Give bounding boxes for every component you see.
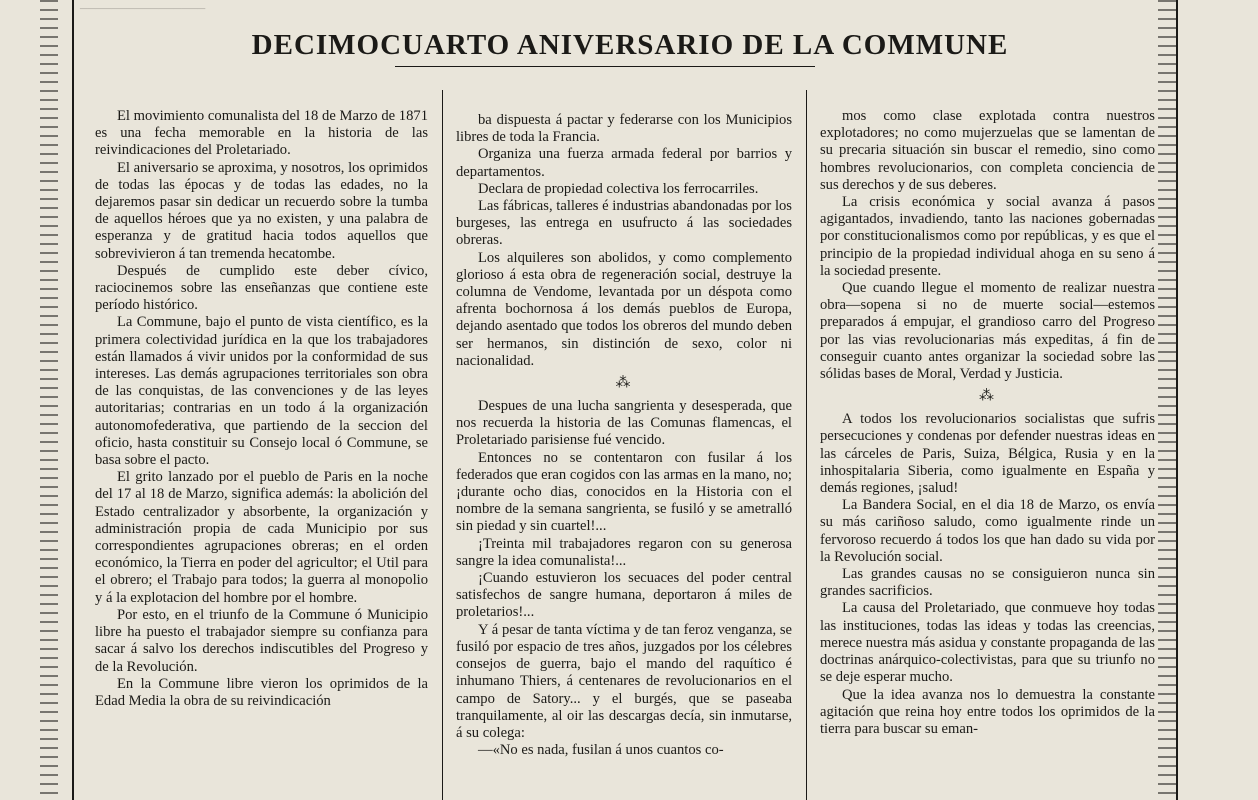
left-frame-rule bbox=[72, 0, 74, 800]
paragraph: La crisis económica y social avanza á pasos agigantados, invadiendo, tanto las naciones gobernadas por constitucionalismos como por repúblicas, y es que el principio de la propiedad individual ahoga en su seno á la sociedad presente. bbox=[820, 194, 1155, 279]
paragraph: ¡Treinta mil trabajadores regaron con su generosa sangre la idea comunalista!... bbox=[456, 535, 792, 569]
paragraph: El movimiento comunalista del 18 de Marzo de 1871 es una fecha memorable en la historia de las reivindicaciones del Proletariado. bbox=[95, 108, 428, 159]
paragraph: Después de cumplido este deber cívico, raciocinemos sobre las enseñanzas que contiene este período histórico. bbox=[95, 262, 428, 314]
paragraph: Los alquileres son abolidos, y como complemento glorioso á esta obra de regeneración social, destruye la columna de Vendome, levantada por un déspota como afrenta bochornosa á los demás pueblos de Europa, dejando asentado que todos los obreros del mundo deben ser hermanos, sin distinción de sexo, color ni nacionalidad. bbox=[456, 249, 792, 369]
paragraph: La causa del Proletariado, que conmueve hoy todas las instituciones, todas las ideas y todas las creencias, merece nuestra más asidua y constante propaganda de las doctrinas anárquico-colectivistas, para que su triunfo no se deje esperar mucho. bbox=[820, 600, 1155, 686]
left-ornamental-border bbox=[40, 0, 58, 800]
article-column-3 bbox=[820, 108, 1155, 738]
title-underline-rule bbox=[395, 66, 815, 67]
column-divider-2 bbox=[806, 90, 807, 800]
paragraph: El grito lanzado por el pueblo de Paris en la noche del 17 al 18 de Marzo, significa además: la abolición del Estado centralizador y absorbente, la organización y administración propia de cada Municipio por sus correspondientes agrupaciones obreras; en el orden económico, la Tierra en poder del agricultor; el Util para el obrero; el Trabajo para todos; la guerra al monopolio y á la explotacion del hombre por el hombre. bbox=[95, 469, 428, 606]
paragraph: A todos los revolucionarios socialistas que sufris persecuciones y condenas por defender nuestras ideas en las cárceles de Paris, Suiza, Bélgica, Rusia y en la inhospitalaria Siberia, como igualmente en España y demás regiones, ¡salud! bbox=[820, 411, 1155, 497]
paragraph: Las grandes causas no se consiguieron nunca sin grandes sacrificios. bbox=[820, 566, 1155, 600]
article-title: DECIMOCUARTO ANIVERSARIO DE LA COMMUNE bbox=[251, 29, 1009, 62]
paragraph: La Bandera Social, en el dia 18 de Marzo, os envía su más cariñoso saludo, como igualmente rinde un fervoroso recuerdo á todos los que han dado su vida por la Revolución social. bbox=[820, 497, 1155, 565]
paragraph: ¡Cuando estuvieron los secuaces del poder central satisfechos de sangre humana, deportaron á miles de proletarios!... bbox=[456, 570, 792, 621]
paragraph: Las fábricas, talleres é industrias abandonadas por los burgeses, las entrega en usufructo á las sociedades obreras. bbox=[456, 198, 792, 249]
paragraph: mos como clase explotada contra nuestros explotadores; no como mujerzuelas que se lamentan de su precaria situación sin buscar el remedio, sino como hombres revolucionarios, con completa conciencia de sus derechos y de sus deberes. bbox=[820, 108, 1155, 193]
column-divider-1 bbox=[442, 90, 443, 800]
paragraph: Y á pesar de tanta víctima y de tan feroz venganza, se fusiló por espacio de tres años, juzgados por los célebres consejos de guerra, bajo el mando del raquítico é inhumano Thiers, á centenares de revolucionarios en el campo de Satory... y el burgés, que se paseaba tranquilamente, al oir las descargas decía, sin inmutarse, á su colega: bbox=[456, 621, 792, 741]
paragraph: —«No es nada, fusilan á unos cuantos co- bbox=[478, 742, 724, 759]
paragraph: Por esto, en el triunfo de la Commune ó Municipio libre ha puesto el trabajador siempre su confianza para sacar á salvo los derechos indiscutibles del Progreso y de la Revolución. bbox=[95, 606, 428, 675]
paragraph: La Commune, bajo el punto de vista científico, es la primera colectividad jurídica en la que los trabajadores están llamados á vivir unidos por la conformidad de sus intereses. Las demás agrupaciones territoriales son obra de las conquistas, de las convenciones y de las leyes autoritarias; contrarias en un todo á la organización autonomofederativa, que partiendo de la seccion del oficio, hasta constituir su Consejo local ó Commune, se basa sobre el pacto. bbox=[95, 314, 428, 469]
paragraph: Que cuando llegue el momento de realizar nuestra obra—sopena si no de muerte social—estemos preparados á empujar, el grandioso carro del Progreso por las vias revolucionarias más expeditas, á fin de conseguir cuanto antes organizar la sociedad sobre las sólidas bases de Moral, Verdad y Justicia. bbox=[820, 280, 1155, 383]
paragraph: Entonces no se contentaron con fusilar á los federados que eran cogidos con las armas en la mano, no; ¡durante ocho dias, conocidos en la Historia con el nombre de la semana sangrienta, se fusiló y se ametralló sin piedad y sin cuartel!... bbox=[456, 449, 792, 535]
paragraph: Despues de una lucha sangrienta y desesperada, que nos recuerda la historia de las Comunas flamencas, el Proletariado parisiense fué vencido. bbox=[456, 398, 792, 449]
paragraph: Declara de propiedad colectiva los ferrocarriles. bbox=[478, 180, 759, 197]
article-column-2 bbox=[456, 112, 792, 759]
bleed-through-text: ──────────────── bbox=[80, 2, 206, 17]
paragraph: Organiza una fuerza armada federal por barrios y departamentos. bbox=[456, 146, 792, 180]
article-column-1 bbox=[95, 108, 428, 710]
section-asterism: ⁂ bbox=[615, 375, 633, 392]
right-ornamental-border bbox=[1158, 0, 1176, 800]
right-frame-rule bbox=[1176, 0, 1178, 800]
paragraph: En la Commune libre vieron los oprimidos de la Edad Media la obra de su reivindicación bbox=[95, 675, 428, 709]
section-asterism: ⁂ bbox=[979, 388, 996, 405]
paragraph: ba dispuesta á pactar y federarse con los Municipios libres de toda la Francia. bbox=[456, 112, 792, 146]
paragraph: El aniversario se aproxima, y nosotros, los oprimidos de todas las épocas y de todas las edades, no la dejaremos pasar sin dedicar un recuerdo sobre la tumba de aquellos héroes que ya no existen, y una palabra de esperanza y de gratitud hacia todos aquellos que sobrevivieron á tan tremenda hecatombe. bbox=[95, 159, 428, 262]
paragraph: Que la idea avanza nos lo demuestra la constante agitación que reina hoy entre todos los oprimidos de la tierra para buscar su eman- bbox=[820, 686, 1155, 737]
